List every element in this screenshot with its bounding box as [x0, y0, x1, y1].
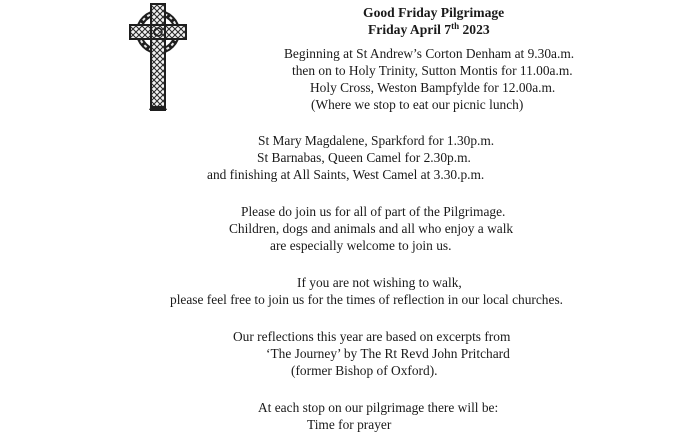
- reflections-source-line: (former Bishop of Oxford).: [291, 363, 438, 378]
- stops-intro-line: At each stop on our pilgrimage there will be:: [258, 400, 499, 415]
- reflections-source-line: Our reflections this year are based on excerpts from: [233, 329, 511, 344]
- flyer-title: Good Friday Pilgrimage: [363, 5, 505, 20]
- flyer-date: [0, 21, 700, 38]
- flyer-date-suffix: 2023: [459, 22, 490, 37]
- schedule-line: then on to Holy Trinity, Sutton Montis for 11.00a.m.: [292, 63, 573, 78]
- reflections-source-line: ‘The Journey’ by The Rt Revd John Pritchard: [266, 346, 510, 361]
- schedule-line: St Barnabas, Queen Camel for 2.30p.m.: [257, 150, 471, 165]
- flyer-date-ordinal: th: [451, 21, 460, 31]
- schedule-line: and finishing at All Saints, West Camel at 3.30.p.m.: [207, 167, 485, 182]
- reflection-note-line: If you are not wishing to walk,: [297, 275, 462, 290]
- reflection-note-line: please feel free to join us for the times of reflection in our local churches.: [170, 292, 564, 307]
- schedule-line: Beginning at St Andrew’s Corton Denham at 9.30a.m.: [284, 46, 575, 61]
- invitation-line: are especially welcome to join us.: [270, 238, 452, 253]
- flyer-date-prefix: Friday April 7: [368, 22, 452, 37]
- stops-intro-line: Time for prayer: [307, 417, 392, 432]
- schedule-line: (Where we stop to eat our picnic lunch): [311, 97, 524, 112]
- schedule-line: Holy Cross, Weston Bampfylde for 12.00a.m.: [310, 80, 556, 95]
- schedule-line: St Mary Magdalene, Sparkford for 1.30p.m.: [258, 133, 495, 148]
- invitation-line: Please do join us for all of part of the Pilgrimage.: [241, 204, 506, 219]
- invitation-line: Children, dogs and animals and all who enjoy a walk: [229, 221, 514, 236]
